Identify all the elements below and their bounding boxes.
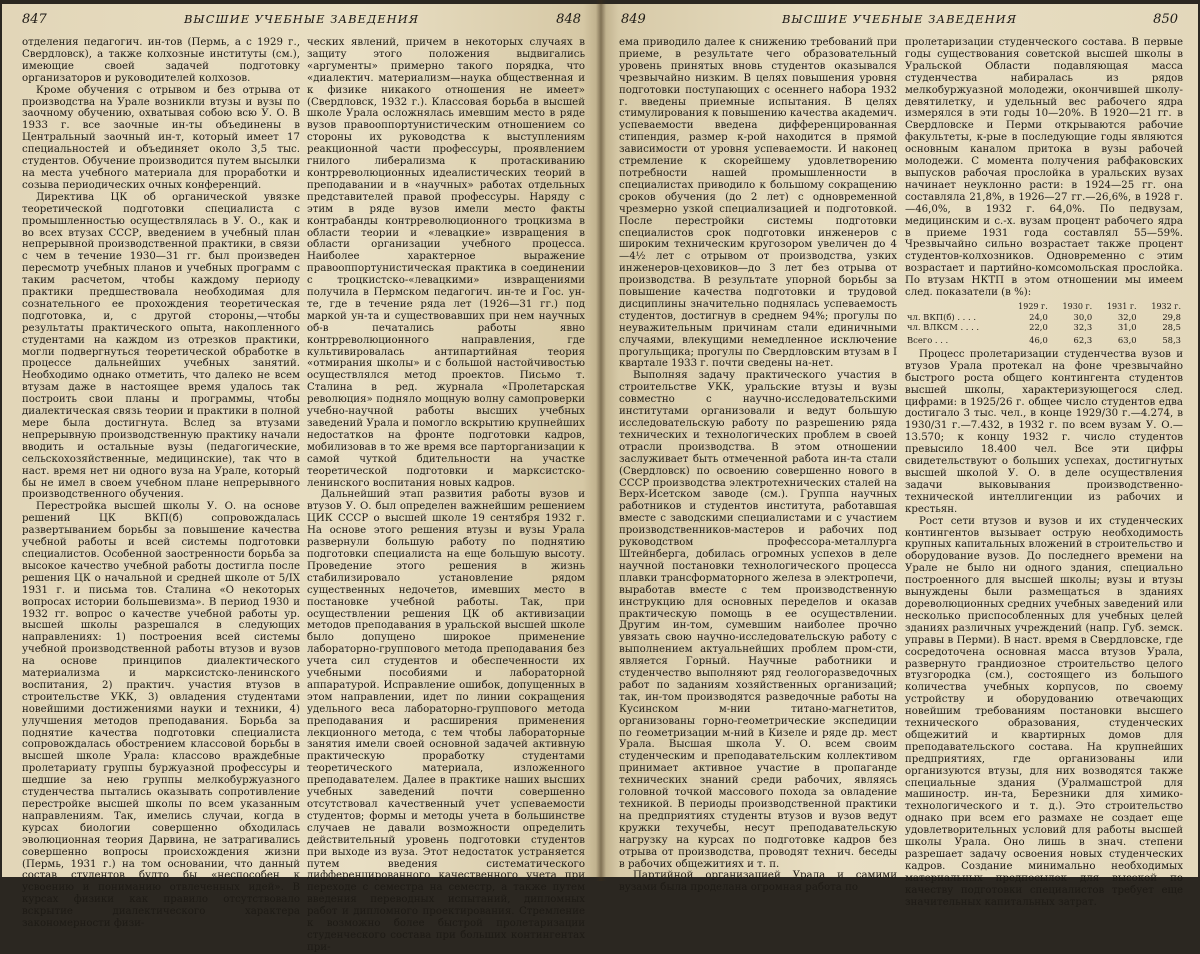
table-cell: 32,3 — [1073, 321, 1093, 332]
paragraph: Директива ЦК об органической увязке теоретической подготовки специалиста с промышленностью осуществлялась в У. О., как и во всех втузах СССР, введением в учебный план непрерывной производственной практики, в связи с чем в течение 1930—31 гг. был произведен пересмотр учебных планов и учебных программ с таким расчетом, чтобы каждому периоду практики предшествовала необходимая для сознательного ее прохождения теоретическая подготовка, и, с другой стороны,—чтобы результаты практического опыта, накопленного студентами на каждом из отрезков практики, могли подвергнуться теоретической обработке в процессе дальнейших учебных занятий. Необходимо однако отметить, что далеко не всем втузам даже в настоящее время удалось так построить свои планы и программы, чтобы диалектическая связь теории и практики в полной мере была достигнута. Вслед за втузами непрерывную производственную практику начали вводить и остальные вузы (педагогические, сельскохозяйственные, медицинские), так что в наст. время нет ни одного вуза на Урале, который бы не имел в своем учебном плане непрерывного производственного обучения. — [22, 191, 300, 501]
running-title: ВЫСШИЕ УЧЕБНЫЕ ЗАВЕДЕНИЯ — [781, 12, 1017, 26]
page-number: 850 — [1153, 12, 1178, 27]
table-row — [905, 312, 1183, 322]
table-header-cell: 1930 г. — [1062, 301, 1093, 311]
table-cell: 30,0 — [1073, 311, 1093, 322]
table-cell: 24,0 — [1029, 311, 1048, 322]
table-cell: Всего . . . — [907, 334, 949, 345]
paragraph: отделения педагогич. ин-тов (Пермь, а с 1929 г., Свердловск), а также колхозные институты (см.), имеющие своей задачей подготовку организаторов и руководителей колхозов. — [22, 37, 300, 84]
paragraph: Процесс пролетаризации студенчества вузов и втузов Урала протекал на фоне чрезвычайно быстрого роста общего контингента студентов высшей школы, характеризующегося след. цифрами: в 1925/26 г. общее число студентов едва достигало 3 тыс. чел., в конце 1929/30 г.—4.274, в 1930/31 г.—7.432, в 1932 г. по всем вузам У. О.—13.570; к концу 1932 г. число студентов превысило 18.400 чел. Все эти цифры свидетельствуют о больших успехах, достигнутых высшей школой У. О. в деле осуществления задачи выковывания производственно-технической интеллигенции из рабочих и крестьян. — [905, 348, 1183, 515]
text-column-4 — [905, 37, 1183, 908]
page-number: 849 — [621, 12, 646, 27]
table-cell: 31,0 — [1117, 321, 1137, 332]
right-page-header — [621, 12, 1178, 32]
book-gutter-shadow — [596, 0, 606, 881]
page-number: 847 — [22, 12, 47, 27]
table-cell: 58,3 — [1162, 334, 1181, 345]
table-header-cell: 1932 г. — [1151, 301, 1181, 311]
table-cell: чл. ВКП(б) . . . . — [907, 311, 976, 322]
table-cell: 22,0 — [1029, 321, 1048, 332]
party-membership-table — [905, 302, 1183, 345]
table-header-row — [905, 302, 1183, 312]
paragraph: ема приводило далее к снижению требований при приеме, в результате чего образовательный уровень принятых вновь студентов оказывался чрезвычайно низким. В целях повышения уровня подготовки поступающих с осеннего набора 1932 г. введены приемные испытания. В целях стимулирования к повышению качества академич. успеваемости введена дифференцированная стипендия, размер к-рой находится в прямой зависимости от уровня успеваемости. И наконец стремление к скорейшему удовлетворению потребности нашей промышленности в специалистах приводило к большому сокращению сроков обучения (до 2 лет) с одновременной чрезмерно узкой специализацией и подготовкой. После перестройки системы подготовки специалистов срок подготовки инженеров с широким техническим кругозором увеличен до 4—4½ лет с отрывом от производства, узких инженеров-цеховиков—до 3 лет без отрыва от производства. В результате упорной борьбы за повышение качества подготовки и трудовой дисциплины значительно поднялась успеваемость студентов, достигнув в среднем 94%; прогулы по неуважительным причинам стали единичными случаями, влекущими немедленное исключение прогульщика; прогулы по Свердловским втузам в I квартале 1933 г. почти сведены на-нет. — [619, 37, 897, 370]
text-column-1 — [22, 37, 300, 930]
left-page-header — [22, 12, 581, 32]
paragraph: Выполняя задачу практического участия в строительстве УКК, уральские втузы и вузы совместно с научно-исследовательскими институтами организовали и ведут большую исследовательскую работу по разрешению ряда технических и технологических проблем в своей отрасли производства. В этом отношении заслуживает быть отмеченной работа ин-та стали (Свердловск) по освоению совершенно нового в СССР производства электротехнических сталей на Верх-Исетском заводе (см.). Группа научных работников и студентов института, работавшая вместе с заводскими специалистами и с участием производственников-мастеров и рабочих под руководством профессора-металлурга Штейнберга, добилась огромных успехов в деле научной постановки технологического процесса плавки трансформаторного железа в электропечи, выработав вместе с тем производственную инструкцию для основных переделов и оказав практическую помощь в ее осуществлении. Другим ин-том, сумевшим наиболее прочно увязать свою научно-исследовательскую работу с выполнением актуальнейших проблем пром-сти, является Горный. Научные работники и студенчество выполняют ряд геологоразведочных работ по заданиям хозяйственных организаций; так, ин-том производятся разведочные работы на Кусинском м-нии титано-магнетитов, организованы горно-геометрические экспедиции по геометризации м-ний в Кизеле и ряде др. мест Урала. Высшая школа У. О. всем своим студенческим и преподавательским коллективом принимает активное участие в пропаганде технических знаний среди рабочих, являясь головной точкой массового похода за овладение техникой. В периоды производственной практики на предприятиях студенты втузов и вузов ведут кружки техучебы, несут преподавательскую нагрузку на курсах по подготовке кадров без отрыва от производства, проводят технич. беседы в рабочих общежитиях и т. п. — [619, 370, 897, 870]
table-cell: 28,5 — [1162, 321, 1181, 332]
paragraph: Рост сети втузов и вузов и их студенческих контингентов вызывает острую необходимость крупных капитальных вложений в строительство и оборудование вузов. До последнего времени на Урале не было ни одного здания, специально построенного для высшей школы; вузы и втузы вынуждены были размещаться в зданиях дореволюционных средних учебных заведений или несколько приспособленных для учебных целей зданиях различных учреждений (напр. Губ. земск. управы в Перми). В наст. время в Свердловске, где сосредоточена основная масса втузов Урала, развернуто грандиозное строительство целого втузгородка (см.), состоящего из большого количества учебных корпусов, по своему устройству и оборудованию отвечающих новейшим требованиям постановки высшего технического образования, студенческих общежитий и квартирных домов для преподавательского состава. На крупнейших предприятиях, где организованы или организуются втузы, для них возводятся также специальные здания (Уралмашстрой для машиностр. ин-та, Березники для химико-технологического и т. д.). Это строительство однако при всем его размахе не создает еще удовлетворительных условий для работы высшей школы Урала. Оно лишь в знач. степени разрешает задачу освоения новых студенческих кадров. Создание минимально необходимых материальных предпосылок для высокой по качеству подготовки специалистов требует еще значительных капитальных затрат. — [905, 515, 1183, 908]
paragraph: ческих явлений, причем в некоторых случаях в защиту этого положения выдвигались «аргументы» примерно такого порядка, что «диалектич. материализм—наука общественная и к физике никакого отношения не имеет» (Свердловск, 1932 г.). Классовая борьба в высшей школе Урала осложнялась имевшим место в ряде вузов правооппортунистическим отношением со стороны их руководства к выступлениям реакционной части профессуры, проявлением гнилого либерализма к протаскиванию контрреволюционных идеалистических теорий в преподавании и в «научных» работах отдельных представителей правой профессуры. Наряду с этим в ряде вузов имели место факты контрабанды контрреволюционного троцкизма в области теории и «левацкие» извращения в области организации учебного процесса. Наиболее характерное выражение правооппортунистическая практика в соединении с троцкистско-«левацкими» извращениями получила в Пермском педагогич. ин-те и Гос. ун-те, где в течение ряда лет (1926—31 гг.) под маркой ун-та и существовавших при нем научных об-в печатались работы явно контрреволюционного направления, где культивировалась антипартийная теория «отмирания школы» и с большой настойчивостью осуществлялся метод проектов. Письмо т. Сталина в ред. журнала «Пролетарская революция» подняло мощную волну самопроверки учебно-научной работы высших учебных заведений Урала и помогло вскрытию крупнейших недостатков на фронте подготовки кадров, мобилизовав в то же время все парторганизации к самой чуткой бдительности на участке теоретической подготовки и марксистско-ленинского воспитания новых кадров. — [307, 37, 585, 489]
table-cell: 62,3 — [1073, 334, 1093, 345]
table-header-cell — [905, 302, 1005, 312]
right-page — [601, 4, 1198, 908]
table-cell: чл. ВЛКСМ . . . . — [907, 321, 980, 332]
table-header-cell: 1931 г. — [1106, 301, 1137, 311]
table-total-row — [905, 332, 1183, 345]
paragraph: Партийной организацией Урала и самими вузами была проделана огромная работа по — [619, 870, 897, 894]
left-page — [2, 4, 601, 953]
table-cell: 32,0 — [1117, 311, 1137, 322]
paragraph: Перестройка высшей школы У. О. на основе решений ЦК ВКП(б) сопровождалась развертыванием борьбы за повышение качества учебной работы и всей системы подготовки специалистов. Особенной заостренности борьба за высокое качество учебной работы достигла после решения ЦК о начальной и средней школе от 5/IX 1931 г. и письма тов. Сталина «О некоторых вопросах истории большевизма». В период 1930 и 1932 гг. вопрос о качестве учебной работы ур. высшей школы разрешался в следующих направлениях: 1) построения всей системы учебной производственной работы втузов и вузов на основе принципов диалектического материализма и марксистско-ленинского воспитания, 2) практич. участия втузов в строительстве УКК, 3) овладения студентами новейшими достижениями науки и техники, 4) улучшения методов преподавания. Борьба за поднятие качества подготовки специалиста сопровождалась обострением классовой борьбы в высшей школе Урала: классово враждебные пролетариату группы буржуазной профессуры и шедшие за нею группы мелкобуржуазного студенчества пытались оказывать сопротивление перестройке высшей школы по всем указанным направлениям. Так, имелись случаи, когда в курсах биологии совершенно обходилась эволюционная теория Дарвина, не затрагивались совершенно вопросы происхождения жизни (Пермь, 1931 г.) на том основании, что данный состав студентов будто бы «неспособен к усвоению и пониманию отвлеченных идей». В курсах физики как правило отсутствовало вскрытие диалектического характера закономерности физи- — [22, 501, 300, 930]
table-cell: 63,0 — [1117, 334, 1137, 345]
paragraph: Кроме обучения с отрывом и без отрыва от производства на Урале возникли втузы и вузы по заочному обучению, охватывая собою всю У. О. В 1933 г. все заочные ин-ты объединены в Центральный заочный ин-т, который имеет 17 специальностей и объединяет около 3,5 тыс. студентов. Обучение производится путем высылки на места учебного материала для проработки и созыва периодических очных конференций. — [22, 84, 300, 191]
page-number: 848 — [556, 12, 581, 27]
table-cell: 29,8 — [1162, 311, 1181, 322]
text-column-2 — [307, 37, 585, 953]
paragraph: пролетаризации студенческого состава. В первые годы существования советской высшей школы в Уральской Области подавляющая масса студенчества набиралась из рядов мелкобуржуазной молодежи, окончившей школу-девятилетку, и удельный вес рабочего ядра измерялся в эти годы 10—20%. В 1920—21 гг. в Свердловске и Перми открываются рабочие факультеты, к-рые в последующие годы являются основным каналом притока в вузы рабочей молодежи. С момента получения рабфаковских выпусков рабочая прослойка в уральских вузах начинает неуклонно расти: в 1924—25 гг. она составляла 21,8%, в 1926—27 гг.—26,6%, в 1928 г.—46,0%, в 1932 г. 64,0%. По педвузам, медицинским и с.-х. вузам процент рабочего ядра в приеме 1931 года составлял 55—59%. Чрезвычайно сильно возрастает также процент студентов-колхозников. Одновременно с этим возрастает и партийно-комсомольская прослойка. По втузам НКТП в этом отношении мы имеем след. показатели (в %): — [905, 37, 1183, 299]
paragraph: Дальнейший этап развития работы вузов и втузов У. О. был определен важнейшим решением ЦИК СССР о высшей школе 19 сентября 1932 г. На основе этого решения втузы и вузы Урала развернули большую работу по поднятию подготовки специалиста на еще большую высоту. Проведение этого решения в жизнь стабилизировало установление рядом существенных недочетов, имевших место в постановке учебной работы. Так, при осуществлении решения ЦК об активизации методов преподавания в уральской высшей школе было допущено широкое применение лабораторно-группового метода преподавания без учета сил студентов и обеспеченности их учебными пособиями и лабораторной аппаратурой. Исправление ошибок, допущенных в этом направлении, идет по линии сокращения удельного веса лабораторно-группового метода преподавания и расширения применения лекционного метода, с тем чтобы лабораторные занятия имели своей основной задачей активную практическую проработку студентами теоретического материала, изложенного преподавателем. Далее в практике наших высших учебных заведений почти совершенно отсутствовал качественный учет успеваемости студентов; формы и методы учета в большинстве случаев не давали возможности определить действительный уровень подготовки студентов при выходе из вуза. Этот недостаток устраняется путем введения систематического дифференцированного качественного учета при переходе с семестра на семестр, а также путем введения переводных испытаний, дипломных работ и дипломного проектирования. Стремление к возможно более быстрой пролетаризации студенческого состава при больших контингентах при- — [307, 489, 585, 953]
table-row — [905, 322, 1183, 332]
running-title: ВЫСШИЕ УЧЕБНЫЕ ЗАВЕДЕНИЯ — [183, 12, 419, 26]
table-cell: 46,0 — [1029, 334, 1048, 345]
table-header-cell: 1929 г. — [1018, 301, 1048, 311]
text-column-3 — [619, 37, 897, 894]
